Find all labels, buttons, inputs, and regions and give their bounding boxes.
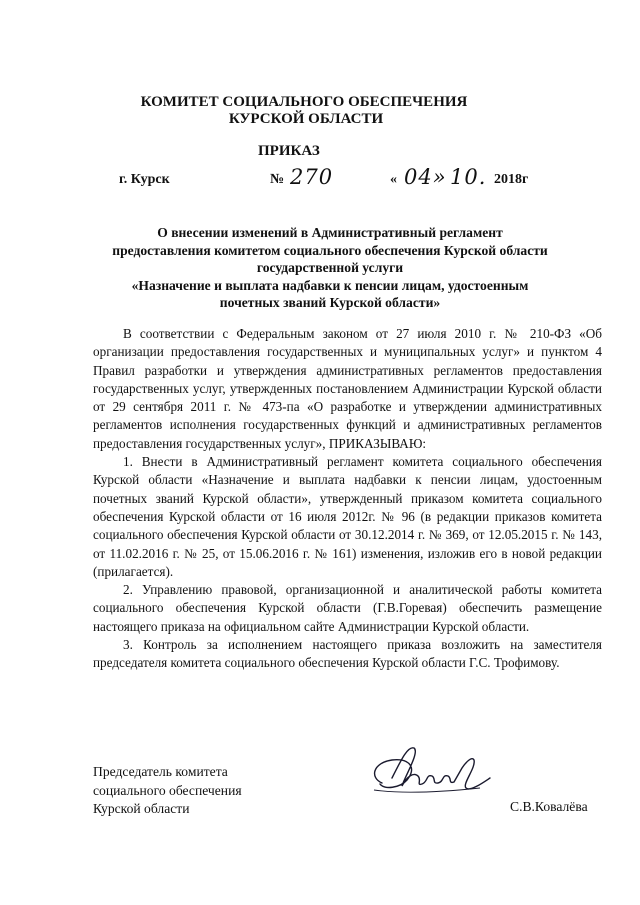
signer-name: С.В.Ковалёва bbox=[510, 799, 588, 814]
subject-line: почетных званий Курской области» bbox=[219, 295, 441, 310]
org-name-line1: КОМИТЕТ СОЦИАЛЬНОГО ОБЕСПЕЧЕНИЯ bbox=[140, 94, 468, 110]
subject-line: О внесении изменений в Административный регламент bbox=[157, 225, 503, 240]
signer-position-line: Курской области bbox=[93, 801, 190, 816]
document-type: ПРИКАЗ bbox=[258, 143, 320, 159]
org-name-line2: КУРСКОЙ ОБЛАСТИ bbox=[228, 111, 384, 127]
signer-position-line: социального обеспечения bbox=[93, 782, 242, 798]
date-month: 10. bbox=[450, 165, 487, 189]
order-item-3: 3. Контроль за исполнением настоящего приказа возложить на заместителя председателя комитета социального обеспечения Курской области Г.С. Трофимову. bbox=[93, 637, 602, 671]
date-quote-open: « bbox=[390, 172, 397, 187]
subject-line: государственной услуги bbox=[256, 260, 404, 275]
subject-line: предоставления комитетом социального обеспечения Курской области bbox=[112, 242, 548, 258]
handwritten-signature bbox=[362, 738, 502, 808]
date-day: 04» bbox=[404, 165, 447, 189]
order-item-2: 2. Управлению правовой, организационной и аналитической работы комитета социального обеспечения Курской области (Г.В.Горевая) обеспечить размещение настоящего приказа на официальном сайте Администрации Курской области. bbox=[93, 582, 602, 634]
city-label: г. Курск bbox=[119, 172, 170, 187]
signer-position-line: Председатель комитета bbox=[93, 764, 228, 779]
order-number-label: № bbox=[270, 172, 285, 187]
document-body bbox=[93, 325, 602, 673]
subject-line: «Назначение и выплата надбавки к пенсии лицам, удостоенным bbox=[131, 277, 529, 293]
order-item-1: 1. Внести в Административный регламент комитета социального обеспечения Курской области «Назначение и выплата надбавки к пенсии лицам, удостоенным почетных званий Курской области», утвержденный приказом комитета социального обеспечения Курской области от 16 июля 2012г. № 96 (в редакции приказов комитета социального обеспечения Курской области от 30.12.2014 г. № 369, от 12.05.2015 г. № 143, от 11.02.2016 г. № 25, от 15.06.2016 г. № 161) изменения, изложив его в новой редакции (прилагается). bbox=[93, 454, 602, 579]
order-number: 270 bbox=[290, 165, 334, 189]
document-subject bbox=[0, 224, 640, 312]
signer-position bbox=[93, 763, 242, 819]
preamble-paragraph: В соответствии с Федеральным законом от 27 июля 2010 г. № 210-ФЗ «Об организации предоставления государственных и муниципальных услуг» и пунктом 4 Правил разработки и утверждения административных регламентов предоставления государственных услуг, утвержденных постановлением Администрации Курской области от 29 сентября 2011 г. № 473-па «О разработке и утверждении административных регламентов исполнения государственных функций и административных регламентов предоставления государственных услуг», ПРИКАЗЫВАЮ: bbox=[93, 326, 602, 451]
organization-header bbox=[0, 94, 600, 128]
date-year: 2018г bbox=[494, 172, 529, 187]
